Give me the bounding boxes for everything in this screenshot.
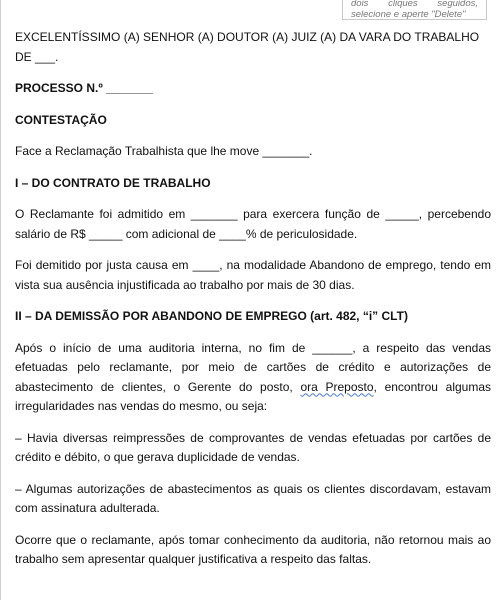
section-1-title[interactable]: I – DO CONTRATO DE TRABALHO	[15, 175, 211, 190]
section-1-paragraph-2[interactable]: Foi demitido por justa causa em ____, na modalidade Abandono de emprego, tendo em vista sua ausência injustificada ao trabalho por mais de 30 dias.	[15, 258, 491, 292]
court-heading[interactable]: EXCELENTÍSSIMO (A) SENHOR (A) DOUTOR (A) JUIZ (A) DA VARA DO TRABALHO DE ___.	[15, 30, 480, 64]
tooltip-word: cliques	[388, 0, 418, 9]
section-2-paragraph-3[interactable]: – Algumas autorizações de abastecimentos as quais os clientes discordavam, estavam com assinatura adulterada.	[15, 481, 491, 515]
section-2-title[interactable]: II – DA DEMISSÃO POR ABANDONO DE EMPREGO (art. 482, “i” CLT)	[15, 309, 408, 323]
section-2-paragraph-2[interactable]: – Havia diversas reimpressões de comprovantes de vendas efetuadas por cartões de crédito e débito, o que gerava duplicidade de vendas.	[15, 430, 491, 464]
tooltip-word: dois	[351, 0, 369, 9]
intro-paragraph[interactable]: Face a Reclamação Trabalhista que lhe move _______.	[15, 144, 313, 158]
tooltip-word: seguidos,	[437, 0, 478, 9]
section-1-paragraph-1[interactable]: O Reclamante foi admitido em _______ para exercera função de _____, percebendo salário de R$ _____ com adicional de ____% de periculosidade.	[15, 207, 491, 241]
document-title[interactable]: CONTESTAÇÃO	[15, 112, 107, 127]
spellcheck-flagged-text[interactable]: ora Preposto	[300, 379, 374, 394]
section-2-paragraph-1[interactable]	[15, 339, 491, 417]
paragraph-text: , encontrou algumas irregularidades nas vendas do mesmo, ou seja:	[15, 379, 492, 413]
paragraph-text: Após o início de uma auditoria interna, no fim de ______, a respeito das vendas efetuadas pelo reclamante, por meio de cartões de crédito e autorizações de abastecimento de clientes, o Gerente do posto,	[15, 340, 491, 394]
help-tooltip	[342, 0, 487, 20]
process-number[interactable]: PROCESSO N.º _______	[15, 81, 153, 95]
document-body[interactable]	[15, 28, 491, 582]
tooltip-line-2: selecione e aperte "Delete"	[351, 8, 466, 20]
section-2-paragraph-4[interactable]: Ocorre que o reclamante, após tomar conhecimento da auditoria, não retornou mais ao trabalho sem apresentar qualquer justificativa a respeito das faltas.	[15, 532, 491, 566]
